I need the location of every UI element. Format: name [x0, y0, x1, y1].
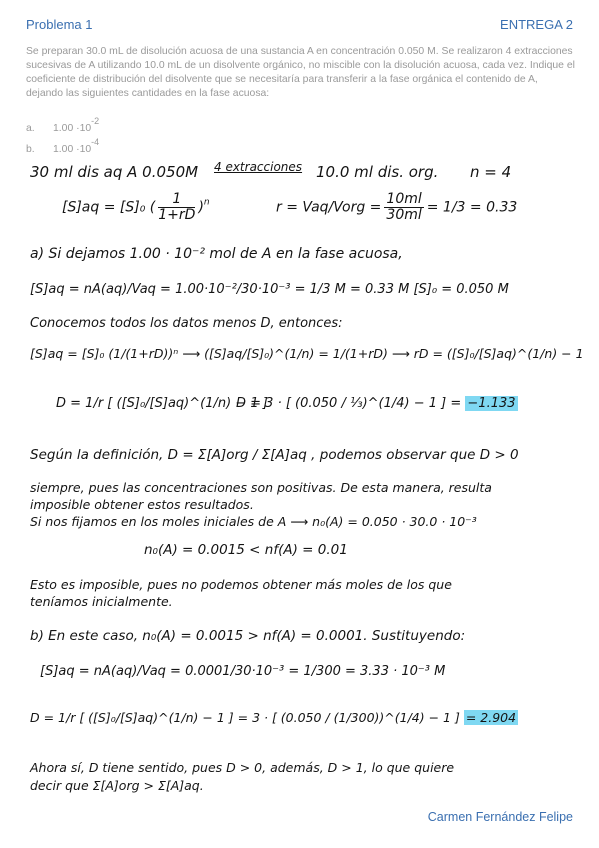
ratio-equation: r = Vaq/Vorg = $\frac{10ml}{30ml}$ = 1/3 = 0.33 [276, 191, 518, 223]
part-a-known: Conocemos todos los datos menos D, entonces: [30, 316, 343, 331]
general-equation: [S]aq = [S]₀ ( $\frac{1}{1+rD}$ )$^n$ [62, 191, 210, 223]
part-a-D-value: D = 3 · [ (0.050 / ⅓)^(1/4) − 1 ] = −1.133 [236, 396, 516, 411]
given-extractions: 4 extracciones [214, 160, 303, 174]
part-a-D-result: −1.133 [467, 396, 516, 411]
part-a-text-5: teníamos inicialmente. [30, 594, 173, 609]
part-a-concentration: [S]aq = nA(aq)/Vaq = 1.00·10⁻²/30·10⁻³ = 1/3 M = 0.33 M [S]₀ = 0.050 M [30, 282, 509, 297]
part-b-D-formula: D = 1/r [ ([S]₀/[S]aq)^(1/n) − 1 ] = 3 · [ (0.050 / (1/300))^(1/4) − 1 ] = 2.904 [30, 710, 517, 725]
part-a-intro: a) Si dejamos 1.00 · 10⁻² mol de A en la fase acuosa, [30, 246, 403, 262]
option-b: b. 1.00 ·10-4 [26, 137, 100, 155]
part-b-D-result: = 2.904 [465, 710, 517, 725]
part-b-text-1: Ahora sí, D tiene sentido, pues D > 0, además, D > 1, lo que quiere [30, 760, 455, 775]
part-a-text-3: Si nos fijamos en los moles iniciales de A ⟶ n₀(A) = 0.050 · 30.0 · 10⁻³ [30, 514, 477, 529]
given-solution: 30 ml dis aq A 0.050M [30, 163, 199, 181]
option-a: a. 1.00 ·10-2 [26, 116, 100, 134]
definition-line: Según la definición, D = Σ[A]org / Σ[A]aq , podemos observar que D > 0 [30, 447, 519, 463]
part-a-derivation: [S]aq = [S]₀ (1/(1+rD))ⁿ ⟶ ([S]aq/[S]₀)^(1/n) = 1/(1+rD) ⟶ rD = ([S]₀/[S]aq)^(1/n) − 1 [30, 346, 584, 361]
part-b-concentration: [S]aq = nA(aq)/Vaq = 0.0001/30·10⁻³ = 1/300 = 3.33 · 10⁻³ M [40, 664, 446, 679]
author-name: Carmen Fernández Felipe [427, 810, 573, 824]
part-a-moles: n₀(A) = 0.0015 < nf(A) = 0.01 [144, 542, 348, 558]
given-organic: 10.0 ml dis. org. [316, 163, 439, 181]
part-a-text-1: siempre, pues las concentraciones son positivas. De esta manera, resulta [30, 480, 492, 495]
delivery-label: ENTREGA 2 [500, 17, 573, 32]
problem-statement: Se preparan 30.0 mL de disolución acuosa de una sustancia A en concentración 0.050 M. Se realizaron 4 extracciones sucesivas de A utilizando 10.0 mL de un disolvente orgánico, no miscible con la disolución acuosa, cada vez. Indique el coeficiente de distribución del disolvente que se necesitaría para transferir a la fase orgánica el contenido de A, dejando las siguientes cantidades en la fase acuosa: [26, 46, 575, 99]
part-a-D-formula: D = 1/r [ ([S]₀/[S]aq)^(1/n) − 1 ] [56, 396, 268, 411]
problem-title: Problema 1 [26, 17, 93, 32]
given-n: n = 4 [470, 163, 512, 181]
part-a-text-4: Esto es imposible, pues no podemos obtener más moles de los que [30, 577, 452, 592]
part-a-text-2: imposible obtener estos resultados. [30, 497, 254, 512]
part-b-text-2: decir que Σ[A]org > Σ[A]aq. [30, 778, 204, 793]
part-b-intro: b) En este caso, n₀(A) = 0.0015 > nf(A) = 0.0001. Sustituyendo: [30, 628, 466, 644]
